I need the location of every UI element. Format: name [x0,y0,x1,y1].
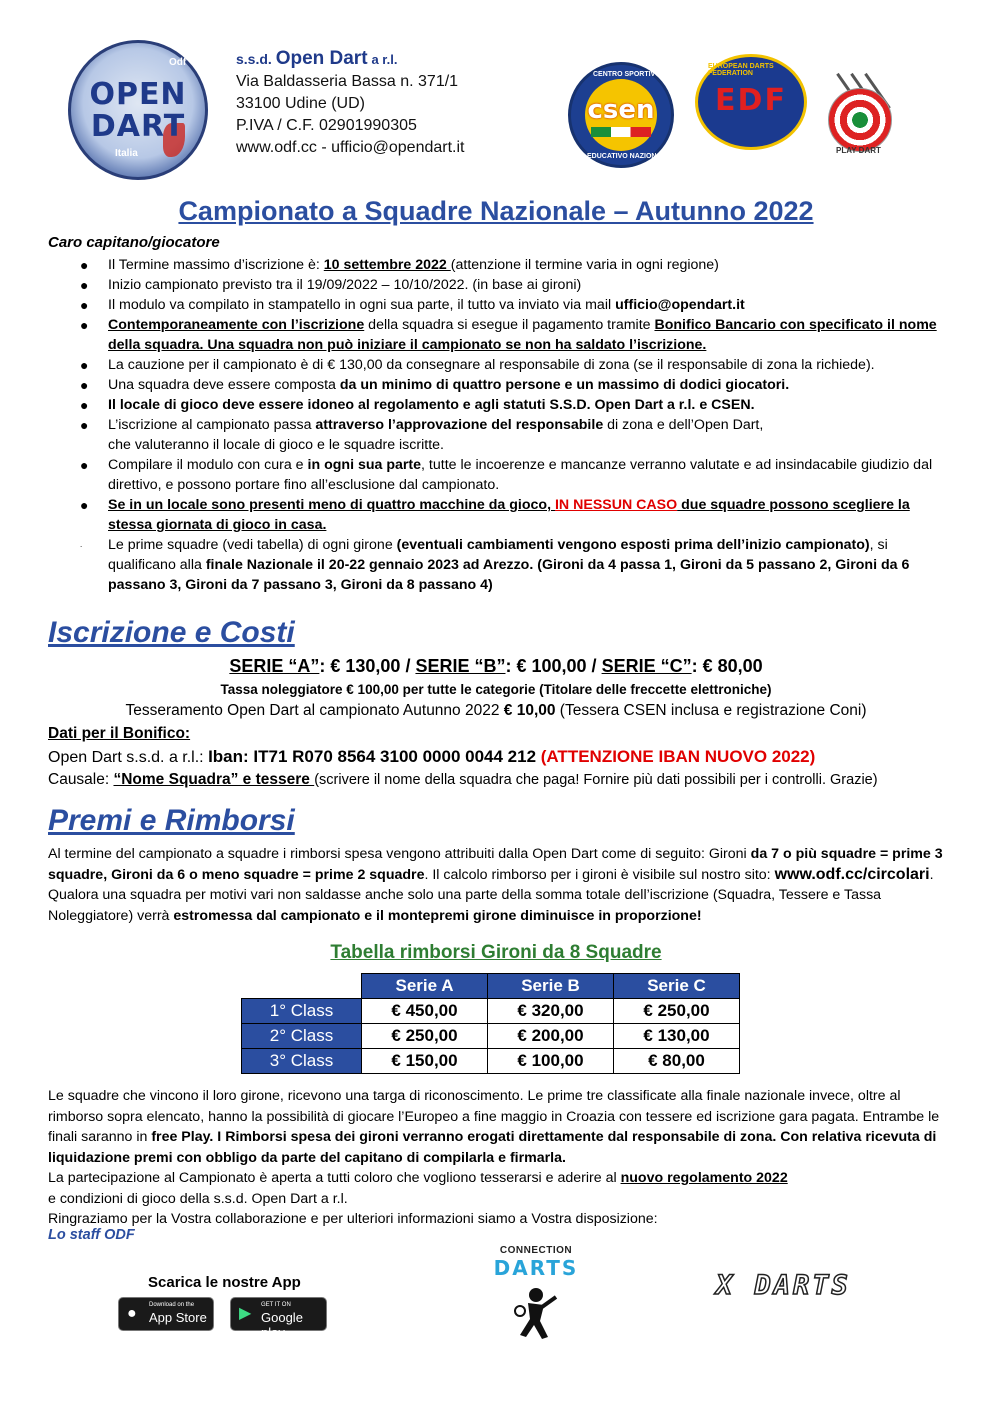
gplay-small-text: GET IT ON [261,1302,291,1308]
darts-text: DARTS [493,1256,579,1280]
dartboard-icon [828,88,892,152]
table-corner [242,974,362,999]
serie-c-price: : € 80,00 [691,656,763,676]
table-cell: € 100,00 [488,1049,614,1074]
rule-text: L’iscrizione al campionato passa [108,417,316,433]
dart-thrower-icon [508,1285,560,1341]
serie-prices [0,656,992,677]
table-header: Serie A [362,974,488,999]
rule-warning: IN NESSUN CASO [554,497,678,513]
serie-a-price: : € 130,00 / [319,656,416,676]
rule-text: attraverso l’approvazione del responsabile [315,417,604,433]
causale-line [48,771,878,789]
play-store-icon: ▶ [239,1305,252,1322]
list-item [80,275,940,295]
table-header: Serie B [488,974,614,999]
rule-text: due squadre possono scegliere la stessa giornata di gioco in casa. [108,497,910,533]
rule-text: , si qualificano alla [108,537,888,573]
bullet-icon: ● [80,317,89,333]
rule-text: Le prime squadre (vedi tabella) di ogni girone [108,537,397,553]
logo-line-2: DART [90,109,186,144]
app-store-button[interactable] [118,1297,214,1331]
appstore-small-text: Download on the [149,1302,195,1308]
rule-text: Inizio campionato previsto tra il 19/09/2022 – 10/10/2022. (in base ai gironi) [108,277,582,293]
list-item [80,535,940,595]
bullet-icon: ● [80,417,89,433]
rule-text: Compilare il modulo con cura e [108,457,308,473]
rule-text: da un minimo di quattro persone e un massimo di dodici giocatori. [339,377,790,393]
causale-note: (scrivere il nome della squadra che paga! Fornire più dati possibili per i controlli. Grazie) [314,772,878,788]
tesseramento-line [0,702,992,720]
list-item [80,255,940,275]
email-link[interactable]: ufficio@opendart.it [615,297,745,313]
logo-odf-text: Odf [169,57,187,68]
company-vat: P.IVA / C.F. 02901990305 [236,117,417,134]
company-address: Via Baldasseria Bassa n. 371/1 [236,73,459,90]
table-cell: € 80,00 [614,1049,740,1074]
list-item [80,295,940,315]
serie-a-label: SERIE “A” [229,656,320,676]
bullet-icon: . [80,540,83,549]
causale-label: Causale: [48,771,114,788]
list-item [80,355,940,375]
bullet-icon: ● [80,377,89,393]
rule-text: , tutte le incoerenze e mancanze verranno valutate e ad insindacabile giudizio dal direttivo, e possono portare fino all’esclusione dal campionato. [108,457,933,493]
staff-signature: Lo staff ODF [48,1227,135,1243]
csen-ring-top: CENTRO SPORTIVO [593,71,661,78]
company-contacts: www.odf.cc - ufficio@opendart.it [236,139,465,156]
logo-line-1: OPEN [89,77,187,112]
bullet-icon: ● [80,257,89,273]
rule-text: Se in un locale sono presenti meno di quattro macchine da gioco, [108,497,555,513]
premi-text: . Il calcolo rimborso per i gironi è visibile sul nostro sito: [424,866,775,883]
table-cell: € 450,00 [362,999,488,1024]
page-title: Campionato a Squadre Nazionale – Autunno 2022 [178,196,814,226]
circolari-link[interactable]: www.odf.cc/circolari [774,865,930,883]
closing-text: Ringraziamo per la Vostra collaborazione e per ulteriori informazioni siamo a Vostra disposizione: [48,1211,658,1227]
csen-ring-bottom: EDUCATIVO NAZIONALE [587,153,671,160]
rule-deadline: 10 settembre 2022 [323,257,451,273]
google-play-button[interactable] [230,1297,327,1340]
bullet-icon: ● [80,357,89,373]
list-item [80,315,940,355]
row-label: 1° Class [242,999,362,1024]
premi-paragraph [48,844,948,926]
table-cell: € 200,00 [488,1024,614,1049]
premi-text: Al termine del campionato a squadre i rimborsi spesa vengono attribuiti dalla Open Dart come di seguito: Gironi [48,846,751,862]
rule-text: (eventuali cambiamenti vengono esposti prima dell’inizio campionato) [396,537,870,553]
italian-flag-icon [591,127,651,137]
edf-ring-text: EUROPEAN DARTS FEDERATION [708,63,774,77]
closing-text: e condizioni di gioco della s.s.d. Open Dart a r.l. [48,1190,348,1207]
tesseramento-text: (Tessera CSEN inclusa e registrazione Coni) [555,702,867,719]
rule-text: che valuteranno il locale di gioco e le squadre iscritte. [108,437,444,453]
rimborsi-table [241,973,740,1074]
bullet-icon: ● [80,277,89,293]
company-name-line [236,48,465,71]
bonifico-line [48,747,815,767]
table-cell: € 250,00 [362,1024,488,1049]
tesseramento-text: Tesseramento Open Dart al campionato Autunno 2022 [125,702,504,719]
table-cell: € 320,00 [488,999,614,1024]
section-heading-premi: Premi e Rimborsi [48,804,295,837]
table-cell: € 130,00 [614,1024,740,1049]
premi-text: . Qualora una squadra per motivi vari non saldasse anche solo una parte della somma totale dell’iscrizione (Squadra, Tessere e Tassa Noleggiatore) verrà [48,866,934,924]
closing-text: free Play. I Rimborsi spesa dei gironi verranno erogati direttamente dal responsabile di zona. Con relativa ricevuta di liquidazione premi con obbligo da parte del capitano di compilarla e firmarla. [48,1129,937,1166]
iban-value: Iban: IT71 R070 8564 3100 0000 0044 212 [208,747,537,766]
rule-text: La cauzione per il campionato è di € 130,00 da consegnare al responsabile di zona (se il responsabile di zona la richiede). [108,357,875,373]
table-row [242,1024,740,1049]
table-row [242,999,740,1024]
tassa-noleggiatore: Tassa noleggiatore € 100,00 per tutte le categorie (Titolare delle freccette elettroniche) [220,682,772,697]
premi-text: da 7 o più squadre = prime 3 squadre, Gironi da 6 o meno squadre = prime 2 squadre [48,846,943,883]
company-prefix: s.s.d. [236,51,272,67]
table-cell: € 150,00 [362,1049,488,1074]
logo-line-3: Italia [115,148,138,159]
rule-text: della squadra si esegue il pagamento tramite [364,317,655,333]
rule-text: Il modulo va compilato in stampatello in ogni sua parte, il tutto va inviato via mail [108,297,616,313]
company-info [236,48,465,159]
bonifico-holder: Open Dart s.s.d. a r.l.: [48,749,209,766]
connection-darts-logo [484,1245,588,1280]
dati-bonifico-heading: Dati per il Bonifico: [48,725,191,742]
premi-text: estromessa dal campionato e il montepremi girone diminuisce in proporzione! [173,907,702,924]
table-header: Serie C [614,974,740,999]
list-item [80,415,940,455]
greeting: Caro capitano/giocatore [48,234,220,251]
rule-text: Il locale di gioco deve essere idoneo al regolamento e agli statuti S.S.D. Open Dart a r.l. e CSEN. [108,397,755,413]
bullet-icon: ● [80,297,89,313]
rule-text: in ogni sua parte [307,457,422,473]
bullet-icon: ● [80,457,89,473]
rule-text: Il Termine massimo d’iscrizione è: [108,257,324,273]
list-item [80,495,940,535]
rule-text: di zona e dell’Open Dart, [603,417,764,433]
table-title: Tabella rimborsi Gironi da 8 Squadre [330,942,662,963]
closing-paragraph [48,1086,948,1230]
edf-text: EDF [715,83,787,118]
row-label: 3° Class [242,1049,362,1074]
table-row [242,1049,740,1074]
table-header-row [242,974,740,999]
list-item [80,375,940,395]
rule-text: finale Nazionale il 20-22 gennaio 2023 ad Arezzo. (Gironi da 4 passa 1, Gironi da 5 passano 2, Gironi da 6 passano 3, Gironi da 7 passano 3, Gironi da 8 passano 4) [108,557,910,593]
csen-text: csen [587,95,655,125]
closing-text: Le squadre che vincono il loro girone, ricevono una targa di riconoscimento. Le prime tre classificate alla finale nazionale invece, oltre al rimborso sopra elencato, hanno la possibilità di giocare l’Europeo a fine maggio in Croazia con tessere ed iscrizione gara pagata. Entrambe le finali saranno in [48,1088,940,1145]
apple-icon: ● [127,1305,137,1322]
company-suffix: a r.l. [371,52,398,67]
rule-text: (attenzione il termine varia in ogni regione) [450,257,719,273]
bullet-icon: ● [80,497,89,513]
play-dart-logo [818,70,906,162]
csen-logo [568,62,674,168]
rule-text: Bonifico Bancario con specificato il nome della squadra. Una squadra non può iniziare il campionato se non ha saldato l’iscrizione. [108,317,937,353]
serie-b-label: SERIE “B” [415,656,506,676]
rule-text: Contemporaneamente con l’iscrizione [108,317,365,333]
rule-text: Una squadra deve essere composta [108,377,340,393]
section-heading-iscrizione: Iscrizione e Costi [48,616,295,649]
open-dart-logo [68,40,208,180]
serie-c-label: SERIE “C” [601,656,692,676]
connection-text: CONNECTION [499,1245,573,1256]
regolamento-link: nuovo regolamento 2022 [620,1170,788,1186]
table-cell: € 250,00 [614,999,740,1024]
list-item [80,395,940,415]
gplay-label: Google play [261,1310,303,1340]
play-dart-text: PLAY DART [836,146,881,155]
causale-value: “Nome Squadra” e tessere [113,771,315,788]
edf-logo [695,54,807,150]
company-name: Open Dart [275,48,368,69]
serie-b-price: : € 100,00 / [505,656,602,676]
list-item [80,455,940,495]
app-download-label: Scarica le nostre App [148,1274,301,1291]
company-city: 33100 Udine (UD) [236,95,365,112]
closing-text: La partecipazione al Campionato è aperta a tutti coloro che vogliono tesserarsi e aderire al [48,1170,621,1186]
row-label: 2° Class [242,1024,362,1049]
iban-warning: (ATTENZIONE IBAN NUOVO 2022) [536,747,816,766]
x-darts-logo: X DARTS [716,1270,851,1301]
bullet-icon: ● [80,397,89,413]
rules-list [80,255,940,595]
tesseramento-price: € 10,00 [503,702,556,719]
appstore-label: App Store [149,1310,207,1325]
